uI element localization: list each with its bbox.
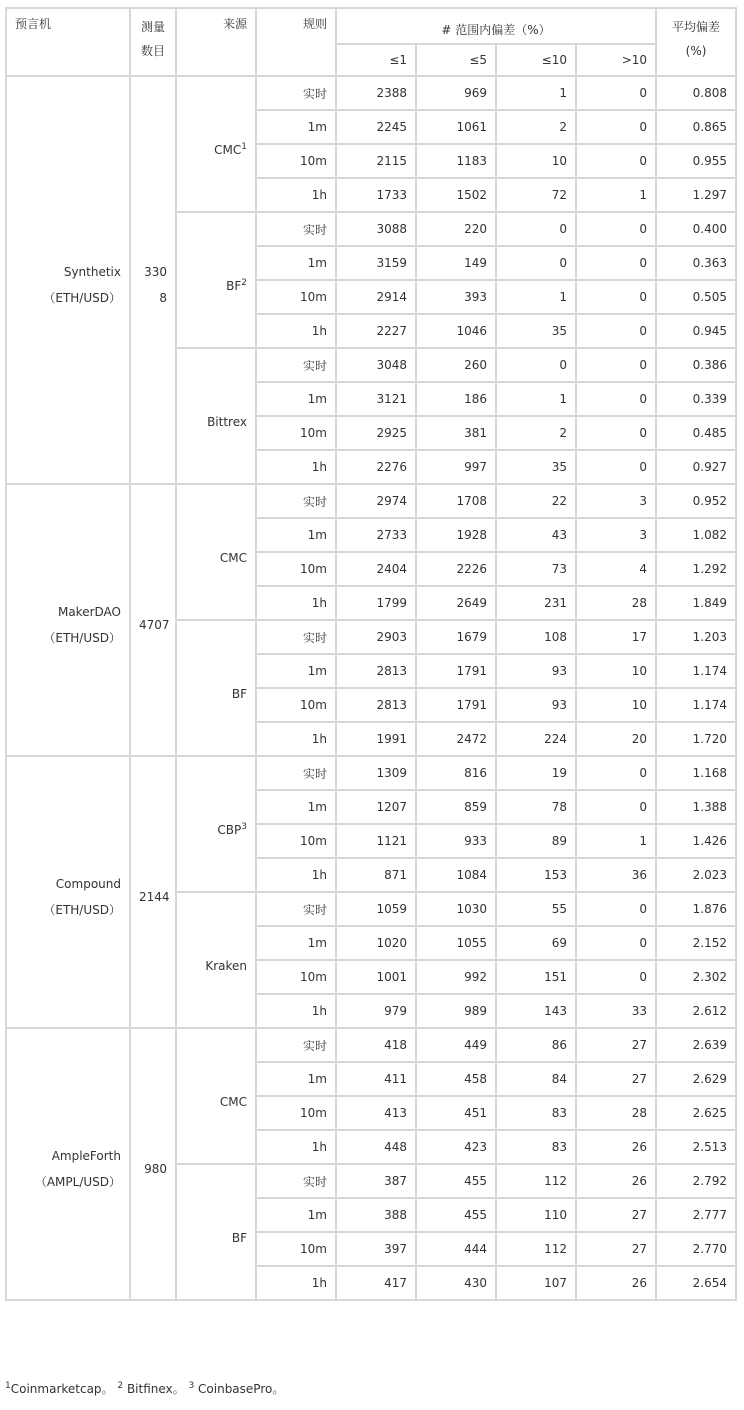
rule-cell: 1h xyxy=(256,178,336,212)
count-le1-cell: 2925 xyxy=(336,416,416,450)
count-le1-cell: 2404 xyxy=(336,552,416,586)
count-gt10-cell: 0 xyxy=(576,110,656,144)
count-le1-cell: 2733 xyxy=(336,518,416,552)
count-gt10-cell: 0 xyxy=(576,416,656,450)
source-cell xyxy=(176,892,256,1028)
rule-cell: 1h xyxy=(256,314,336,348)
header-rule: 规则 xyxy=(256,8,336,76)
count-le1-cell: 417 xyxy=(336,1266,416,1300)
count-le1-cell: 1207 xyxy=(336,790,416,824)
count-line2: 8 xyxy=(159,291,167,305)
source-name: CMC xyxy=(214,142,242,157)
count-le1-cell: 1309 xyxy=(336,756,416,790)
avg-deviation-cell: 1.720 xyxy=(656,722,736,756)
rule-cell: 1m xyxy=(256,246,336,280)
count-le10-cell: 0 xyxy=(496,212,576,246)
oracle-cell xyxy=(6,484,130,756)
source-name: BF xyxy=(231,1230,247,1245)
count-le1-cell: 2974 xyxy=(336,484,416,518)
count-le10-cell: 83 xyxy=(496,1096,576,1130)
count-cell xyxy=(130,756,176,1028)
count-gt10-cell: 28 xyxy=(576,1096,656,1130)
count-gt10-cell: 0 xyxy=(576,926,656,960)
count-gt10-cell: 27 xyxy=(576,1062,656,1096)
count-le5-cell: 992 xyxy=(416,960,496,994)
avg-deviation-cell: 0.386 xyxy=(656,348,736,382)
source-cell xyxy=(176,212,256,348)
count-le10-cell: 93 xyxy=(496,688,576,722)
rule-cell: 实时 xyxy=(256,76,336,110)
count-le5-cell: 1084 xyxy=(416,858,496,892)
count-le1-cell: 1121 xyxy=(336,824,416,858)
count-le10-cell: 35 xyxy=(496,450,576,484)
avg-deviation-cell: 0.955 xyxy=(656,144,736,178)
count-le5-cell: 186 xyxy=(416,382,496,416)
count-le5-cell: 393 xyxy=(416,280,496,314)
avg-deviation-cell: 1.168 xyxy=(656,756,736,790)
source-footnote-mark: 2 xyxy=(241,277,247,288)
rule-cell: 1m xyxy=(256,518,336,552)
count-le10-cell: 19 xyxy=(496,756,576,790)
count-le1-cell: 3159 xyxy=(336,246,416,280)
avg-deviation-cell: 1.876 xyxy=(656,892,736,926)
count-gt10-cell: 0 xyxy=(576,212,656,246)
source-name: CMC xyxy=(219,1094,247,1109)
count-le10-cell: 35 xyxy=(496,314,576,348)
source-cell xyxy=(176,756,256,892)
oracle-name: Synthetix xyxy=(63,265,121,279)
rule-cell: 1h xyxy=(256,994,336,1028)
count-gt10-cell: 0 xyxy=(576,450,656,484)
rule-cell: 1m xyxy=(256,1062,336,1096)
count-le10-cell: 2 xyxy=(496,416,576,450)
footnote-text-1: Coinmarketcap。 xyxy=(10,1382,114,1396)
avg-deviation-cell: 2.625 xyxy=(656,1096,736,1130)
count-le10-cell: 151 xyxy=(496,960,576,994)
count-le10-cell: 10 xyxy=(496,144,576,178)
count-le5-cell: 1030 xyxy=(416,892,496,926)
source-name: Kraken xyxy=(205,958,247,973)
count-le10-cell: 78 xyxy=(496,790,576,824)
count-le1-cell: 1733 xyxy=(336,178,416,212)
count-le5-cell: 997 xyxy=(416,450,496,484)
rule-cell: 1m xyxy=(256,1198,336,1232)
rule-cell: 1h xyxy=(256,722,336,756)
rule-cell: 10m xyxy=(256,1232,336,1266)
count-le5-cell: 449 xyxy=(416,1028,496,1062)
table-row xyxy=(6,76,736,110)
avg-deviation-cell: 0.363 xyxy=(656,246,736,280)
avg-deviation-cell: 1.082 xyxy=(656,518,736,552)
source-footnote-mark: 1 xyxy=(241,141,247,152)
count-le1-cell: 2388 xyxy=(336,76,416,110)
count-le1-cell: 3121 xyxy=(336,382,416,416)
source-footnote-mark: 3 xyxy=(241,821,247,832)
avg-deviation-cell: 0.927 xyxy=(656,450,736,484)
avg-deviation-cell: 0.945 xyxy=(656,314,736,348)
count-le5-cell: 458 xyxy=(416,1062,496,1096)
count-le5-cell: 381 xyxy=(416,416,496,450)
header-deviation-group: # 范围内偏差（%） xyxy=(336,8,656,44)
count-le1-cell: 979 xyxy=(336,994,416,1028)
count-le10-cell: 231 xyxy=(496,586,576,620)
count-le5-cell: 1055 xyxy=(416,926,496,960)
count-line1: 2144 xyxy=(139,890,170,904)
avg-deviation-cell: 0.952 xyxy=(656,484,736,518)
count-le1-cell: 1059 xyxy=(336,892,416,926)
count-le10-cell: 110 xyxy=(496,1198,576,1232)
count-gt10-cell: 27 xyxy=(576,1028,656,1062)
count-le5-cell: 989 xyxy=(416,994,496,1028)
avg-deviation-cell: 2.639 xyxy=(656,1028,736,1062)
count-le5-cell: 1061 xyxy=(416,110,496,144)
oracle-pair: （ETH/USD） xyxy=(43,631,121,645)
count-le1-cell: 418 xyxy=(336,1028,416,1062)
count-le1-cell: 2903 xyxy=(336,620,416,654)
rule-cell: 1h xyxy=(256,450,336,484)
avg-deviation-cell: 2.152 xyxy=(656,926,736,960)
count-gt10-cell: 0 xyxy=(576,76,656,110)
count-gt10-cell: 3 xyxy=(576,484,656,518)
count-line1: 4707 xyxy=(139,618,170,632)
source-cell xyxy=(176,348,256,484)
avg-deviation-cell: 2.302 xyxy=(656,960,736,994)
avg-deviation-cell: 1.174 xyxy=(656,654,736,688)
source-cell xyxy=(176,1028,256,1164)
header-range-le1: ≤1 xyxy=(336,44,416,76)
header-range-gt10: >10 xyxy=(576,44,656,76)
count-le1-cell: 1991 xyxy=(336,722,416,756)
table-row xyxy=(6,484,736,518)
rule-cell: 实时 xyxy=(256,212,336,246)
count-le10-cell: 86 xyxy=(496,1028,576,1062)
rule-cell: 10m xyxy=(256,1096,336,1130)
count-le5-cell: 859 xyxy=(416,790,496,824)
count-le10-cell: 84 xyxy=(496,1062,576,1096)
rule-cell: 1h xyxy=(256,1130,336,1164)
count-le5-cell: 149 xyxy=(416,246,496,280)
count-le10-cell: 89 xyxy=(496,824,576,858)
count-gt10-cell: 0 xyxy=(576,756,656,790)
count-le10-cell: 43 xyxy=(496,518,576,552)
count-le10-cell: 153 xyxy=(496,858,576,892)
count-cell xyxy=(130,76,176,484)
avg-deviation-cell: 1.388 xyxy=(656,790,736,824)
table-row xyxy=(6,1028,736,1062)
count-le1-cell: 2115 xyxy=(336,144,416,178)
rule-cell: 实时 xyxy=(256,484,336,518)
count-le10-cell: 112 xyxy=(496,1164,576,1198)
rule-cell: 1m xyxy=(256,926,336,960)
oracle-pair: （AMPL/USD） xyxy=(34,1175,121,1189)
count-gt10-cell: 33 xyxy=(576,994,656,1028)
rule-cell: 1h xyxy=(256,586,336,620)
rule-cell: 10m xyxy=(256,552,336,586)
count-le5-cell: 969 xyxy=(416,76,496,110)
rule-cell: 实时 xyxy=(256,1028,336,1062)
avg-deviation-cell: 0.865 xyxy=(656,110,736,144)
count-le5-cell: 455 xyxy=(416,1164,496,1198)
rule-cell: 1h xyxy=(256,858,336,892)
count-gt10-cell: 0 xyxy=(576,960,656,994)
count-le5-cell: 1679 xyxy=(416,620,496,654)
header-range-le10: ≤10 xyxy=(496,44,576,76)
count-le5-cell: 430 xyxy=(416,1266,496,1300)
footnote-sup-1: 1 xyxy=(5,1381,11,1391)
count-le5-cell: 816 xyxy=(416,756,496,790)
count-gt10-cell: 17 xyxy=(576,620,656,654)
source-name: BF xyxy=(231,686,247,701)
count-le1-cell: 1001 xyxy=(336,960,416,994)
rule-cell: 实时 xyxy=(256,756,336,790)
rule-cell: 10m xyxy=(256,688,336,722)
count-cell xyxy=(130,484,176,756)
count-le10-cell: 83 xyxy=(496,1130,576,1164)
count-le5-cell: 1791 xyxy=(416,654,496,688)
count-line1: 980 xyxy=(144,1162,167,1176)
avg-deviation-cell: 1.426 xyxy=(656,824,736,858)
count-le1-cell: 397 xyxy=(336,1232,416,1266)
count-le1-cell: 2245 xyxy=(336,110,416,144)
header-count-line1: 测量 xyxy=(140,20,165,34)
oracle-name: AmpleForth xyxy=(51,1149,121,1163)
count-gt10-cell: 27 xyxy=(576,1198,656,1232)
count-gt10-cell: 27 xyxy=(576,1232,656,1266)
rule-cell: 10m xyxy=(256,280,336,314)
source-name: CBP xyxy=(217,822,242,837)
count-le5-cell: 933 xyxy=(416,824,496,858)
count-gt10-cell: 0 xyxy=(576,246,656,280)
rule-cell: 实时 xyxy=(256,620,336,654)
count-le1-cell: 413 xyxy=(336,1096,416,1130)
avg-deviation-cell: 2.770 xyxy=(656,1232,736,1266)
avg-deviation-cell: 2.612 xyxy=(656,994,736,1028)
footnote-text-2: Bitfinex。 xyxy=(123,1382,185,1396)
count-gt10-cell: 0 xyxy=(576,892,656,926)
count-le10-cell: 1 xyxy=(496,76,576,110)
count-le10-cell: 1 xyxy=(496,280,576,314)
source-name: CMC xyxy=(219,550,247,565)
count-le10-cell: 0 xyxy=(496,348,576,382)
avg-deviation-cell: 2.629 xyxy=(656,1062,736,1096)
count-gt10-cell: 26 xyxy=(576,1266,656,1300)
count-le1-cell: 1799 xyxy=(336,586,416,620)
rule-cell: 1h xyxy=(256,1266,336,1300)
count-le5-cell: 423 xyxy=(416,1130,496,1164)
count-le5-cell: 2649 xyxy=(416,586,496,620)
avg-deviation-cell: 2.777 xyxy=(656,1198,736,1232)
count-gt10-cell: 10 xyxy=(576,654,656,688)
count-le10-cell: 22 xyxy=(496,484,576,518)
avg-deviation-cell: 0.485 xyxy=(656,416,736,450)
avg-deviation-cell: 1.849 xyxy=(656,586,736,620)
avg-deviation-cell: 0.505 xyxy=(656,280,736,314)
count-le1-cell: 3048 xyxy=(336,348,416,382)
footnote xyxy=(5,1380,284,1397)
header-count xyxy=(130,8,176,76)
count-le5-cell: 260 xyxy=(416,348,496,382)
source-name: Bittrex xyxy=(207,414,247,429)
header-oracle: 预言机 xyxy=(6,8,130,76)
oracle-pair: （ETH/USD） xyxy=(43,291,121,305)
count-gt10-cell: 1 xyxy=(576,824,656,858)
count-le10-cell: 112 xyxy=(496,1232,576,1266)
count-le1-cell: 2813 xyxy=(336,688,416,722)
avg-deviation-cell: 0.339 xyxy=(656,382,736,416)
rule-cell: 10m xyxy=(256,824,336,858)
count-cell xyxy=(130,1028,176,1300)
rule-cell: 实时 xyxy=(256,348,336,382)
rule-cell: 1m xyxy=(256,382,336,416)
count-le1-cell: 871 xyxy=(336,858,416,892)
header-count-line2: 数目 xyxy=(140,44,165,58)
avg-deviation-cell: 2.023 xyxy=(656,858,736,892)
rule-cell: 1m xyxy=(256,110,336,144)
count-le10-cell: 69 xyxy=(496,926,576,960)
source-cell xyxy=(176,1164,256,1300)
footnote-sup-3: 3 xyxy=(188,1381,195,1391)
rule-cell: 10m xyxy=(256,416,336,450)
avg-deviation-cell: 2.792 xyxy=(656,1164,736,1198)
count-gt10-cell: 0 xyxy=(576,314,656,348)
rule-cell: 实时 xyxy=(256,1164,336,1198)
count-gt10-cell: 0 xyxy=(576,790,656,824)
count-le10-cell: 93 xyxy=(496,654,576,688)
count-le5-cell: 2226 xyxy=(416,552,496,586)
rule-cell: 10m xyxy=(256,960,336,994)
count-le5-cell: 455 xyxy=(416,1198,496,1232)
count-gt10-cell: 10 xyxy=(576,688,656,722)
count-le1-cell: 388 xyxy=(336,1198,416,1232)
count-le5-cell: 1928 xyxy=(416,518,496,552)
count-le5-cell: 1791 xyxy=(416,688,496,722)
avg-deviation-cell: 2.654 xyxy=(656,1266,736,1300)
footnote-sup-2: 2 xyxy=(117,1381,124,1391)
count-le1-cell: 448 xyxy=(336,1130,416,1164)
count-le1-cell: 2227 xyxy=(336,314,416,348)
count-gt10-cell: 0 xyxy=(576,144,656,178)
oracle-pair: （ETH/USD） xyxy=(43,903,121,917)
avg-deviation-cell: 1.292 xyxy=(656,552,736,586)
avg-deviation-cell: 1.203 xyxy=(656,620,736,654)
count-le10-cell: 0 xyxy=(496,246,576,280)
oracle-name: Compound xyxy=(55,877,121,891)
oracle-name: MakerDAO xyxy=(57,605,121,619)
count-le10-cell: 73 xyxy=(496,552,576,586)
count-le10-cell: 224 xyxy=(496,722,576,756)
count-le1-cell: 2914 xyxy=(336,280,416,314)
count-line1: 330 xyxy=(144,265,167,279)
count-gt10-cell: 1 xyxy=(576,178,656,212)
count-gt10-cell: 26 xyxy=(576,1164,656,1198)
count-gt10-cell: 36 xyxy=(576,858,656,892)
count-gt10-cell: 0 xyxy=(576,348,656,382)
oracle-cell xyxy=(6,76,130,484)
count-gt10-cell: 3 xyxy=(576,518,656,552)
rule-cell: 10m xyxy=(256,144,336,178)
count-gt10-cell: 0 xyxy=(576,382,656,416)
avg-deviation-cell: 0.808 xyxy=(656,76,736,110)
avg-deviation-cell: 0.400 xyxy=(656,212,736,246)
avg-deviation-cell: 2.513 xyxy=(656,1130,736,1164)
count-le1-cell: 2276 xyxy=(336,450,416,484)
count-le10-cell: 1 xyxy=(496,382,576,416)
header-avg-line1: 平均偏差 xyxy=(672,20,721,34)
table-row xyxy=(6,756,736,790)
count-le5-cell: 444 xyxy=(416,1232,496,1266)
header-avg-line2: (%) xyxy=(685,44,707,58)
header-avg-deviation xyxy=(656,8,736,76)
source-name: BF xyxy=(226,278,242,293)
count-le5-cell: 1046 xyxy=(416,314,496,348)
count-gt10-cell: 20 xyxy=(576,722,656,756)
count-le5-cell: 1708 xyxy=(416,484,496,518)
count-gt10-cell: 26 xyxy=(576,1130,656,1164)
count-gt10-cell: 0 xyxy=(576,280,656,314)
oracle-cell xyxy=(6,1028,130,1300)
count-gt10-cell: 4 xyxy=(576,552,656,586)
count-le1-cell: 3088 xyxy=(336,212,416,246)
count-le5-cell: 1502 xyxy=(416,178,496,212)
count-le10-cell: 72 xyxy=(496,178,576,212)
count-le1-cell: 1020 xyxy=(336,926,416,960)
header-range-le5: ≤5 xyxy=(416,44,496,76)
count-le10-cell: 55 xyxy=(496,892,576,926)
rule-cell: 实时 xyxy=(256,892,336,926)
count-le1-cell: 2813 xyxy=(336,654,416,688)
count-le5-cell: 2472 xyxy=(416,722,496,756)
avg-deviation-cell: 1.297 xyxy=(656,178,736,212)
rule-cell: 1m xyxy=(256,654,336,688)
footnote-text-3: CoinbasePro。 xyxy=(194,1382,285,1396)
count-le5-cell: 220 xyxy=(416,212,496,246)
count-le10-cell: 107 xyxy=(496,1266,576,1300)
count-le10-cell: 2 xyxy=(496,110,576,144)
oracle-deviation-table xyxy=(5,7,737,1301)
header-source: 来源 xyxy=(176,8,256,76)
count-le10-cell: 143 xyxy=(496,994,576,1028)
count-le5-cell: 1183 xyxy=(416,144,496,178)
count-le1-cell: 387 xyxy=(336,1164,416,1198)
source-cell xyxy=(176,484,256,620)
oracle-cell xyxy=(6,756,130,1028)
count-le1-cell: 411 xyxy=(336,1062,416,1096)
table-body xyxy=(6,76,736,1300)
source-cell xyxy=(176,620,256,756)
count-le10-cell: 108 xyxy=(496,620,576,654)
rule-cell: 1m xyxy=(256,790,336,824)
source-cell xyxy=(176,76,256,212)
avg-deviation-cell: 1.174 xyxy=(656,688,736,722)
count-gt10-cell: 28 xyxy=(576,586,656,620)
count-le5-cell: 451 xyxy=(416,1096,496,1130)
